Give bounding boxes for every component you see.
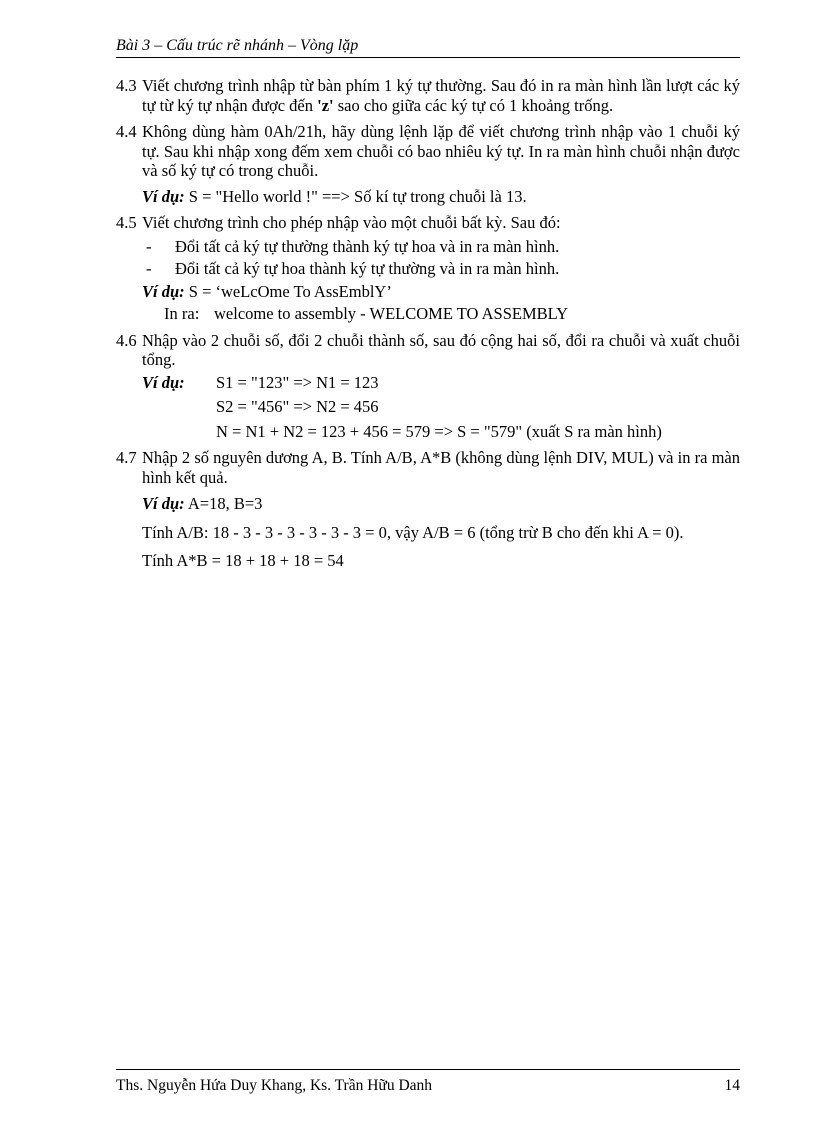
bullet-list	[142, 237, 740, 279]
exercise-text: Viết chương trình nhập từ bàn phím 1 ký tự thường. Sau đó in ra màn hình lần lượt các ký tự từ ký tự nhận được đến 'z' sao cho giữa các ký tự có 1 khoảng trống.	[142, 76, 740, 115]
output-text: welcome to assembly - WELCOME TO ASSEMBLY	[214, 304, 569, 323]
exercise-4-7	[116, 448, 740, 571]
exercise-number: 4.7	[116, 448, 137, 467]
exercise-number: 4.5	[116, 213, 137, 232]
example-line: S2 = "456" => N2 = 456	[216, 397, 379, 416]
exercise-4-6	[116, 331, 740, 442]
exercise-text: Viết chương trình cho phép nhập vào một chuỗi bất kỳ. Sau đó:	[142, 213, 561, 232]
list-item: - Đổi tất cả ký tự hoa thành ký tự thường và in ra màn hình.	[146, 259, 560, 278]
example-text: S = ‘weLcOme To AssEmblY’	[188, 281, 392, 301]
exercise-number: 4.3	[116, 76, 137, 95]
example	[142, 282, 740, 302]
header-title: Bài 3 – Cấu trúc rẽ nhánh – Vòng lặp	[116, 37, 359, 54]
calc-line: Tính A/B: 18 - 3 - 3 - 3 - 3 - 3 - 3 = 0, vậy A/B = 6 (tổng trừ B cho đến khi A = 0).	[142, 522, 684, 542]
example	[142, 373, 740, 442]
example-line: N = N1 + N2 = 123 + 456 = 579 => S = "579" (xuất S ra màn hình)	[216, 421, 662, 441]
page-number: 14	[724, 1077, 740, 1094]
example-label: Ví dụ:	[142, 281, 185, 301]
output-line	[142, 304, 740, 324]
exercise-text: Không dùng hàm 0Ah/21h, hãy dùng lệnh lặp để viết chương trình nhập vào 1 chuỗi ký tự. Sau khi nhập xong đếm xem chuỗi có bao nhiêu ký tự. In ra màn hình chuỗi nhận được và số ký tự có trong chuỗi.	[142, 122, 740, 180]
exercise-text: Nhập vào 2 chuỗi số, đổi 2 chuỗi thành số, sau đó cộng hai số, đổi ra chuỗi và xuất chuỗi tổng.	[142, 330, 740, 369]
exercise-number: 4.6	[116, 330, 137, 350]
exercise-4-5	[116, 213, 740, 324]
page-header	[116, 37, 740, 58]
exercise-text: Nhập 2 số nguyên dương A, B. Tính A/B, A*B (không dùng lệnh DIV, MUL) và in ra màn hình kết quả.	[142, 448, 740, 487]
list-item: - Đổi tất cả ký tự thường thành ký tự hoa và in ra màn hình.	[146, 236, 560, 256]
exercise-4-4	[116, 122, 740, 206]
output-label: In ra:	[164, 304, 200, 323]
calc-line: Tính A*B = 18 + 18 + 18 = 54	[142, 551, 344, 570]
example	[142, 187, 740, 207]
exercise-4-3	[116, 76, 740, 115]
example-text: S = "Hello world !" ==> Số kí tự trong chuỗi là 13.	[188, 186, 527, 206]
page-footer	[116, 1069, 740, 1095]
example-label: Ví dụ:	[142, 494, 185, 513]
highlight-char: 'z'	[317, 95, 334, 115]
example-line: S1 = "123" => N1 = 123	[216, 372, 379, 392]
footer-authors: Ths. Nguyễn Hứa Duy Khang, Ks. Trần Hữu Danh	[116, 1077, 433, 1094]
example-label: Ví dụ:	[142, 372, 185, 392]
exercise-number: 4.4	[116, 122, 137, 141]
exercise-list	[116, 76, 740, 578]
example-text: A=18, B=3	[187, 494, 263, 513]
example-label: Ví dụ:	[142, 186, 185, 206]
example	[142, 494, 740, 514]
